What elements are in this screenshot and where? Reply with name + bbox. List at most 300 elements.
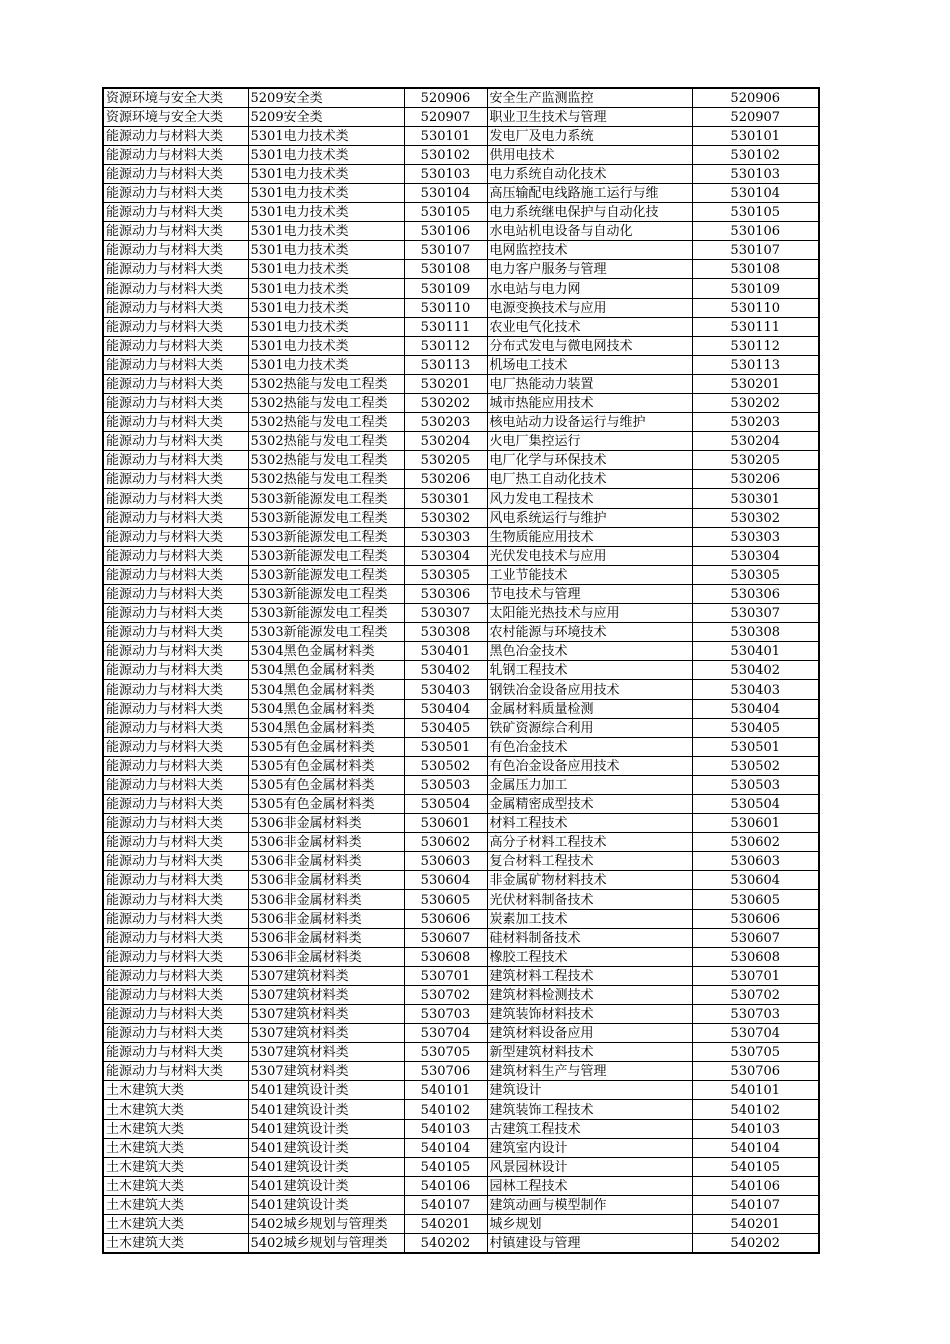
major-name-cell: 生物质能应用技术 xyxy=(487,527,692,546)
major-name-cell: 建筑材料工程技术 xyxy=(487,966,692,985)
code-ref-cell: 530108 xyxy=(692,260,819,279)
class-cell: 5306非金属材料类 xyxy=(248,890,404,909)
class-cell: 5209安全类 xyxy=(248,107,404,126)
table-row xyxy=(103,88,819,107)
category-cell: 能源动力与材料大类 xyxy=(103,833,248,852)
code-cell: 530307 xyxy=(404,604,487,623)
code-cell: 540101 xyxy=(404,1081,487,1100)
code-cell: 530111 xyxy=(404,317,487,336)
code-ref-cell: 530606 xyxy=(692,909,819,928)
code-ref-cell: 530703 xyxy=(692,1005,819,1024)
code-ref-cell: 530306 xyxy=(692,584,819,603)
code-cell: 530601 xyxy=(404,814,487,833)
code-ref-cell: 530402 xyxy=(692,661,819,680)
class-cell: 5401建筑设计类 xyxy=(248,1119,404,1138)
major-name-cell: 建筑室内设计 xyxy=(487,1138,692,1157)
category-cell: 能源动力与材料大类 xyxy=(103,355,248,374)
code-ref-cell: 530304 xyxy=(692,546,819,565)
table-row xyxy=(103,451,819,470)
code-cell: 540201 xyxy=(404,1215,487,1234)
category-cell: 土木建筑大类 xyxy=(103,1138,248,1157)
major-name-cell: 村镇建设与管理 xyxy=(487,1234,692,1253)
code-cell: 530204 xyxy=(404,432,487,451)
class-cell: 5307建筑材料类 xyxy=(248,1024,404,1043)
category-cell: 能源动力与材料大类 xyxy=(103,756,248,775)
category-cell: 土木建筑大类 xyxy=(103,1081,248,1100)
code-ref-cell: 530301 xyxy=(692,489,819,508)
class-cell: 5305有色金属材料类 xyxy=(248,756,404,775)
class-cell: 5301电力技术类 xyxy=(248,279,404,298)
class-cell: 5209安全类 xyxy=(248,88,404,107)
category-cell: 资源环境与安全大类 xyxy=(103,107,248,126)
code-cell: 530203 xyxy=(404,413,487,432)
major-name-cell: 核电站动力设备运行与维护 xyxy=(487,413,692,432)
code-ref-cell: 540106 xyxy=(692,1176,819,1195)
code-ref-cell: 530107 xyxy=(692,241,819,260)
code-ref-cell: 530109 xyxy=(692,279,819,298)
class-cell: 5304黑色金属材料类 xyxy=(248,699,404,718)
major-name-cell: 铁矿资源综合利用 xyxy=(487,718,692,737)
table-row xyxy=(103,909,819,928)
code-ref-cell: 530502 xyxy=(692,756,819,775)
major-name-cell: 农业电气化技术 xyxy=(487,317,692,336)
major-name-cell: 电厂热工自动化技术 xyxy=(487,470,692,489)
table-row xyxy=(103,394,819,413)
major-name-cell: 光伏材料制备技术 xyxy=(487,890,692,909)
category-cell: 能源动力与材料大类 xyxy=(103,642,248,661)
code-ref-cell: 530608 xyxy=(692,947,819,966)
code-cell: 530402 xyxy=(404,661,487,680)
category-cell: 土木建筑大类 xyxy=(103,1215,248,1234)
category-cell: 能源动力与材料大类 xyxy=(103,718,248,737)
code-cell: 530401 xyxy=(404,642,487,661)
code-ref-cell: 530113 xyxy=(692,355,819,374)
table-row xyxy=(103,470,819,489)
code-cell: 530503 xyxy=(404,775,487,794)
class-cell: 5302热能与发电工程类 xyxy=(248,470,404,489)
category-cell: 土木建筑大类 xyxy=(103,1195,248,1214)
major-name-cell: 水电站与电力网 xyxy=(487,279,692,298)
major-name-cell: 非金属矿物材料技术 xyxy=(487,871,692,890)
code-cell: 520906 xyxy=(404,88,487,107)
category-cell: 能源动力与材料大类 xyxy=(103,871,248,890)
major-name-cell: 机场电工技术 xyxy=(487,355,692,374)
class-cell: 5301电力技术类 xyxy=(248,203,404,222)
category-cell: 能源动力与材料大类 xyxy=(103,317,248,336)
code-ref-cell: 530102 xyxy=(692,145,819,164)
major-name-cell: 电厂化学与环保技术 xyxy=(487,451,692,470)
class-cell: 5301电力技术类 xyxy=(248,145,404,164)
major-name-cell: 有色冶金设备应用技术 xyxy=(487,756,692,775)
code-ref-cell: 530504 xyxy=(692,794,819,813)
table-row xyxy=(103,794,819,813)
code-cell: 540102 xyxy=(404,1100,487,1119)
table-row xyxy=(103,527,819,546)
major-name-cell: 工业节能技术 xyxy=(487,565,692,584)
category-cell: 土木建筑大类 xyxy=(103,1234,248,1253)
code-cell: 530502 xyxy=(404,756,487,775)
category-cell: 能源动力与材料大类 xyxy=(103,298,248,317)
category-cell: 能源动力与材料大类 xyxy=(103,1043,248,1062)
category-cell: 能源动力与材料大类 xyxy=(103,470,248,489)
code-ref-cell: 530101 xyxy=(692,126,819,145)
code-cell: 540103 xyxy=(404,1119,487,1138)
class-cell: 5401建筑设计类 xyxy=(248,1100,404,1119)
class-cell: 5401建筑设计类 xyxy=(248,1195,404,1214)
table-row xyxy=(103,623,819,642)
category-cell: 能源动力与材料大类 xyxy=(103,145,248,164)
category-cell: 能源动力与材料大类 xyxy=(103,1062,248,1081)
code-cell: 530703 xyxy=(404,1005,487,1024)
major-name-cell: 建筑材料生产与管理 xyxy=(487,1062,692,1081)
class-cell: 5307建筑材料类 xyxy=(248,985,404,1004)
table-row xyxy=(103,413,819,432)
major-name-cell: 建筑装饰材料技术 xyxy=(487,1005,692,1024)
category-cell: 能源动力与材料大类 xyxy=(103,985,248,1004)
table-row xyxy=(103,642,819,661)
code-ref-cell: 530704 xyxy=(692,1024,819,1043)
category-cell: 土木建筑大类 xyxy=(103,1119,248,1138)
major-name-cell: 风力发电工程技术 xyxy=(487,489,692,508)
code-ref-cell: 530404 xyxy=(692,699,819,718)
code-ref-cell: 530104 xyxy=(692,183,819,202)
category-cell: 土木建筑大类 xyxy=(103,1176,248,1195)
code-ref-cell: 530103 xyxy=(692,164,819,183)
class-cell: 5305有色金属材料类 xyxy=(248,775,404,794)
major-name-cell: 水电站机电设备与自动化 xyxy=(487,222,692,241)
code-cell: 530605 xyxy=(404,890,487,909)
category-cell: 能源动力与材料大类 xyxy=(103,374,248,393)
table-row xyxy=(103,584,819,603)
category-cell: 能源动力与材料大类 xyxy=(103,604,248,623)
class-cell: 5307建筑材料类 xyxy=(248,966,404,985)
table-row xyxy=(103,756,819,775)
category-cell: 能源动力与材料大类 xyxy=(103,737,248,756)
code-cell: 520907 xyxy=(404,107,487,126)
class-cell: 5307建筑材料类 xyxy=(248,1043,404,1062)
category-cell: 能源动力与材料大类 xyxy=(103,1024,248,1043)
code-cell: 530704 xyxy=(404,1024,487,1043)
class-cell: 5301电力技术类 xyxy=(248,260,404,279)
code-ref-cell: 530705 xyxy=(692,1043,819,1062)
code-cell: 530113 xyxy=(404,355,487,374)
class-cell: 5305有色金属材料类 xyxy=(248,737,404,756)
code-cell: 530103 xyxy=(404,164,487,183)
class-cell: 5305有色金属材料类 xyxy=(248,794,404,813)
table-row xyxy=(103,1081,819,1100)
class-cell: 5303新能源发电工程类 xyxy=(248,623,404,642)
class-cell: 5303新能源发电工程类 xyxy=(248,508,404,527)
table-row xyxy=(103,1234,819,1253)
code-cell: 530608 xyxy=(404,947,487,966)
code-cell: 530303 xyxy=(404,527,487,546)
code-ref-cell: 530603 xyxy=(692,852,819,871)
code-ref-cell: 540105 xyxy=(692,1157,819,1176)
code-cell: 530504 xyxy=(404,794,487,813)
code-cell: 530206 xyxy=(404,470,487,489)
code-ref-cell: 540101 xyxy=(692,1081,819,1100)
major-name-cell: 城乡规划 xyxy=(487,1215,692,1234)
code-cell: 540106 xyxy=(404,1176,487,1195)
code-ref-cell: 540107 xyxy=(692,1195,819,1214)
major-name-cell: 风景园林设计 xyxy=(487,1157,692,1176)
table-row xyxy=(103,126,819,145)
class-cell: 5302热能与发电工程类 xyxy=(248,432,404,451)
category-cell: 能源动力与材料大类 xyxy=(103,260,248,279)
table-row xyxy=(103,107,819,126)
code-ref-cell: 530307 xyxy=(692,604,819,623)
table-row xyxy=(103,928,819,947)
code-cell: 530702 xyxy=(404,985,487,1004)
code-ref-cell: 530202 xyxy=(692,394,819,413)
category-cell: 能源动力与材料大类 xyxy=(103,222,248,241)
category-cell: 能源动力与材料大类 xyxy=(103,852,248,871)
table-row xyxy=(103,1043,819,1062)
code-ref-cell: 540202 xyxy=(692,1234,819,1253)
code-cell: 530501 xyxy=(404,737,487,756)
class-cell: 5303新能源发电工程类 xyxy=(248,604,404,623)
code-cell: 530302 xyxy=(404,508,487,527)
category-cell: 能源动力与材料大类 xyxy=(103,565,248,584)
category-cell: 能源动力与材料大类 xyxy=(103,164,248,183)
code-cell: 530405 xyxy=(404,718,487,737)
class-cell: 5301电力技术类 xyxy=(248,126,404,145)
code-cell: 530606 xyxy=(404,909,487,928)
code-cell: 530305 xyxy=(404,565,487,584)
code-cell: 540105 xyxy=(404,1157,487,1176)
class-cell: 5306非金属材料类 xyxy=(248,833,404,852)
code-ref-cell: 530601 xyxy=(692,814,819,833)
table-row xyxy=(103,775,819,794)
major-name-cell: 电源变换技术与应用 xyxy=(487,298,692,317)
category-cell: 能源动力与材料大类 xyxy=(103,336,248,355)
major-name-cell: 古建筑工程技术 xyxy=(487,1119,692,1138)
major-name-cell: 建筑装饰工程技术 xyxy=(487,1100,692,1119)
class-cell: 5401建筑设计类 xyxy=(248,1081,404,1100)
category-cell: 能源动力与材料大类 xyxy=(103,546,248,565)
table-row xyxy=(103,1195,819,1214)
class-cell: 5402城乡规划与管理类 xyxy=(248,1215,404,1234)
table-row xyxy=(103,145,819,164)
code-ref-cell: 530602 xyxy=(692,833,819,852)
major-name-cell: 金属精密成型技术 xyxy=(487,794,692,813)
code-cell: 530108 xyxy=(404,260,487,279)
code-ref-cell: 530501 xyxy=(692,737,819,756)
major-name-cell: 节电技术与管理 xyxy=(487,584,692,603)
table-row xyxy=(103,489,819,508)
table-row xyxy=(103,718,819,737)
category-cell: 能源动力与材料大类 xyxy=(103,966,248,985)
table-row xyxy=(103,604,819,623)
table-row xyxy=(103,985,819,1004)
code-cell: 530306 xyxy=(404,584,487,603)
category-cell: 能源动力与材料大类 xyxy=(103,203,248,222)
category-cell: 能源动力与材料大类 xyxy=(103,508,248,527)
class-cell: 5301电力技术类 xyxy=(248,222,404,241)
category-cell: 能源动力与材料大类 xyxy=(103,489,248,508)
class-cell: 5307建筑材料类 xyxy=(248,1005,404,1024)
code-ref-cell: 540201 xyxy=(692,1215,819,1234)
code-cell: 540104 xyxy=(404,1138,487,1157)
class-cell: 5401建筑设计类 xyxy=(248,1176,404,1195)
class-cell: 5307建筑材料类 xyxy=(248,1062,404,1081)
major-name-cell: 职业卫生技术与管理 xyxy=(487,107,692,126)
table-row xyxy=(103,432,819,451)
table-row xyxy=(103,183,819,202)
code-cell: 530403 xyxy=(404,680,487,699)
class-cell: 5306非金属材料类 xyxy=(248,814,404,833)
class-cell: 5402城乡规划与管理类 xyxy=(248,1234,404,1253)
major-name-cell: 高分子材料工程技术 xyxy=(487,833,692,852)
code-cell: 530105 xyxy=(404,203,487,222)
code-ref-cell: 530203 xyxy=(692,413,819,432)
class-cell: 5302热能与发电工程类 xyxy=(248,451,404,470)
major-name-cell: 建筑动画与模型制作 xyxy=(487,1195,692,1214)
class-cell: 5301电力技术类 xyxy=(248,298,404,317)
class-cell: 5301电力技术类 xyxy=(248,164,404,183)
category-cell: 能源动力与材料大类 xyxy=(103,814,248,833)
code-ref-cell: 530401 xyxy=(692,642,819,661)
class-cell: 5306非金属材料类 xyxy=(248,852,404,871)
class-cell: 5303新能源发电工程类 xyxy=(248,565,404,584)
category-cell: 能源动力与材料大类 xyxy=(103,623,248,642)
major-name-cell: 火电厂集控运行 xyxy=(487,432,692,451)
code-cell: 530202 xyxy=(404,394,487,413)
code-cell: 530205 xyxy=(404,451,487,470)
category-cell: 能源动力与材料大类 xyxy=(103,413,248,432)
category-cell: 能源动力与材料大类 xyxy=(103,680,248,699)
table-row xyxy=(103,222,819,241)
major-name-cell: 建筑设计 xyxy=(487,1081,692,1100)
class-cell: 5301电力技术类 xyxy=(248,241,404,260)
major-name-cell: 炭素加工技术 xyxy=(487,909,692,928)
code-cell: 530404 xyxy=(404,699,487,718)
major-name-cell: 金属压力加工 xyxy=(487,775,692,794)
category-cell: 能源动力与材料大类 xyxy=(103,527,248,546)
major-catalog-table xyxy=(102,87,820,1254)
class-cell: 5303新能源发电工程类 xyxy=(248,489,404,508)
class-cell: 5303新能源发电工程类 xyxy=(248,546,404,565)
major-name-cell: 建筑材料设备应用 xyxy=(487,1024,692,1043)
category-cell: 能源动力与材料大类 xyxy=(103,394,248,413)
category-cell: 能源动力与材料大类 xyxy=(103,909,248,928)
code-ref-cell: 530308 xyxy=(692,623,819,642)
major-name-cell: 高压输配电线路施工运行与维 xyxy=(487,183,692,202)
table-row xyxy=(103,374,819,393)
table-row xyxy=(103,1157,819,1176)
class-cell: 5306非金属材料类 xyxy=(248,947,404,966)
table-row xyxy=(103,298,819,317)
major-name-cell: 有色冶金技术 xyxy=(487,737,692,756)
major-name-cell: 金属材料质量检测 xyxy=(487,699,692,718)
category-cell: 能源动力与材料大类 xyxy=(103,451,248,470)
class-cell: 5304黑色金属材料类 xyxy=(248,642,404,661)
code-ref-cell: 530701 xyxy=(692,966,819,985)
table-row xyxy=(103,279,819,298)
major-name-cell: 农村能源与环境技术 xyxy=(487,623,692,642)
major-name-cell: 橡胶工程技术 xyxy=(487,947,692,966)
major-name-cell: 电厂热能动力装置 xyxy=(487,374,692,393)
table-row xyxy=(103,336,819,355)
class-cell: 5401建筑设计类 xyxy=(248,1138,404,1157)
category-cell: 能源动力与材料大类 xyxy=(103,279,248,298)
code-ref-cell: 530110 xyxy=(692,298,819,317)
table-row xyxy=(103,1138,819,1157)
major-name-cell: 分布式发电与微电网技术 xyxy=(487,336,692,355)
table-row xyxy=(103,1119,819,1138)
category-cell: 能源动力与材料大类 xyxy=(103,928,248,947)
table-row xyxy=(103,833,819,852)
category-cell: 能源动力与材料大类 xyxy=(103,794,248,813)
table-row xyxy=(103,1005,819,1024)
code-ref-cell: 530604 xyxy=(692,871,819,890)
code-ref-cell: 540104 xyxy=(692,1138,819,1157)
table-row xyxy=(103,1215,819,1234)
major-name-cell: 电力系统自动化技术 xyxy=(487,164,692,183)
code-cell: 540202 xyxy=(404,1234,487,1253)
code-ref-cell: 530112 xyxy=(692,336,819,355)
table-row xyxy=(103,680,819,699)
code-cell: 530109 xyxy=(404,279,487,298)
class-cell: 5303新能源发电工程类 xyxy=(248,527,404,546)
category-cell: 能源动力与材料大类 xyxy=(103,432,248,451)
code-ref-cell: 520906 xyxy=(692,88,819,107)
major-name-cell: 发电厂及电力系统 xyxy=(487,126,692,145)
class-cell: 5304黑色金属材料类 xyxy=(248,718,404,737)
class-cell: 5306非金属材料类 xyxy=(248,909,404,928)
code-ref-cell: 530201 xyxy=(692,374,819,393)
table-row xyxy=(103,661,819,680)
table-row xyxy=(103,203,819,222)
code-cell: 530604 xyxy=(404,871,487,890)
category-cell: 能源动力与材料大类 xyxy=(103,584,248,603)
code-ref-cell: 530111 xyxy=(692,317,819,336)
table-row xyxy=(103,966,819,985)
class-cell: 5304黑色金属材料类 xyxy=(248,661,404,680)
major-name-cell: 钢铁冶金设备应用技术 xyxy=(487,680,692,699)
code-cell: 530705 xyxy=(404,1043,487,1062)
class-cell: 5304黑色金属材料类 xyxy=(248,680,404,699)
class-cell: 5302热能与发电工程类 xyxy=(248,413,404,432)
table-row xyxy=(103,1176,819,1195)
table-row xyxy=(103,317,819,336)
code-cell: 530701 xyxy=(404,966,487,985)
code-ref-cell: 530405 xyxy=(692,718,819,737)
major-name-cell: 园林工程技术 xyxy=(487,1176,692,1195)
table-row xyxy=(103,871,819,890)
category-cell: 能源动力与材料大类 xyxy=(103,1005,248,1024)
code-ref-cell: 530605 xyxy=(692,890,819,909)
code-cell: 530102 xyxy=(404,145,487,164)
major-name-cell: 轧钢工程技术 xyxy=(487,661,692,680)
code-ref-cell: 530106 xyxy=(692,222,819,241)
class-cell: 5306非金属材料类 xyxy=(248,928,404,947)
code-ref-cell: 540103 xyxy=(692,1119,819,1138)
major-name-cell: 电力系统继电保护与自动化技 xyxy=(487,203,692,222)
code-ref-cell: 530205 xyxy=(692,451,819,470)
category-cell: 能源动力与材料大类 xyxy=(103,661,248,680)
major-name-cell: 黑色冶金技术 xyxy=(487,642,692,661)
code-cell: 530301 xyxy=(404,489,487,508)
category-cell: 土木建筑大类 xyxy=(103,1157,248,1176)
major-name-cell: 安全生产监测监控 xyxy=(487,88,692,107)
table-row xyxy=(103,947,819,966)
table-row xyxy=(103,1024,819,1043)
code-ref-cell: 530702 xyxy=(692,985,819,1004)
category-cell: 能源动力与材料大类 xyxy=(103,947,248,966)
class-cell: 5301电力技术类 xyxy=(248,355,404,374)
code-cell: 540107 xyxy=(404,1195,487,1214)
